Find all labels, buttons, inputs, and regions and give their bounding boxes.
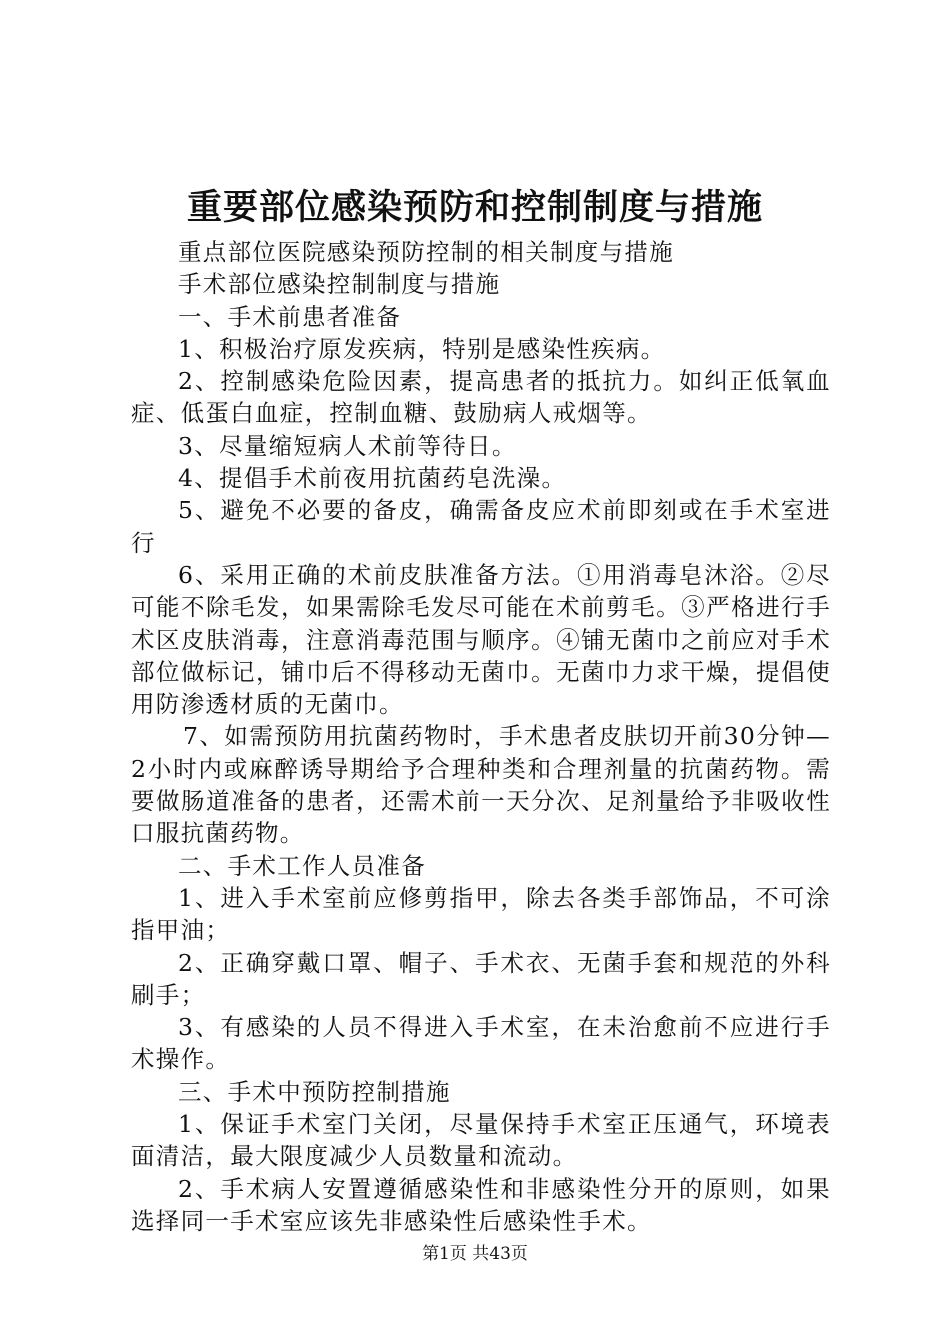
paragraph-heading-intraop: 三、手术中预防控制措施 xyxy=(178,1077,451,1106)
paragraph-item: 6、采用正确的术前皮肤准备方法。①用消毒皂沐浴。②尽可能不除毛发，如果需除毛发尽可能在术前剪毛。③严格进行手术区皮肤消毒，注意消毒范围与顺序。④铺无菌巾之前应对手术部位做标记，铺巾后不得移动无菌巾。无菌巾力求干燥，提倡使用防渗透材质的无菌巾。 xyxy=(131,560,831,719)
document-title: 重要部位感染预防和控制制度与措施 xyxy=(186,187,763,228)
paragraph-item: 1、积极治疗原发疾病，特别是感染性疾病。 xyxy=(178,334,666,363)
paragraph-item: 2、控制感染危险因素，提高患者的抵抗力。如纠正低氧血症、低蛋白血症，控制血糖、鼓励病人戒烟等。 xyxy=(131,367,831,428)
paragraph-subtitle: 重点部位医院感染预防控制的相关制度与措施 xyxy=(178,238,674,266)
document-body xyxy=(131,236,831,1237)
paragraph-section-heading: 手术部位感染控制制度与措施 xyxy=(178,270,501,299)
page-number-footer: 第1页 共43页 xyxy=(422,1244,528,1264)
paragraph-heading-staff: 二、手术工作人员准备 xyxy=(178,851,426,880)
paragraph-item: 4、提倡手术前夜用抗菌药皂洗澡。 xyxy=(178,464,567,493)
paragraph-heading-preop: 一、手术前患者准备 xyxy=(178,302,402,331)
paragraph-item: 3、尽量缩短病人术前等待日。 xyxy=(178,431,517,460)
paragraph-item: 3、有感染的人员不得进入手术室，在未治愈前不应进行手术操作。 xyxy=(131,1013,831,1074)
paragraph-item: 7、如需预防用抗菌药物时，手术患者皮肤切开前30分钟—2小时内或麻醉诱导期给予合理种类和合理剂量的抗菌药物。需要做肠道准备的患者，还需术前一天分次、足剂量给予非吸收性口服抗菌药物。 xyxy=(131,722,831,848)
paragraph-item: 1、进入手术室前应修剪指甲，除去各类手部饰品，不可涂指甲油； xyxy=(131,883,831,945)
paragraph-item: 2、手术病人安置遵循感染性和非感染性分开的原则，如果选择同一手术室应该先非感染性后感染性手术。 xyxy=(131,1174,831,1235)
paragraph-item: 1、保证手术室门关闭，尽量保持手术室正压通气，环境表面清洁，最大限度减少人员数量和流动。 xyxy=(131,1110,831,1171)
paragraph-item: 5、避免不必要的备皮，确需备皮应术前即刻或在手术室进行 xyxy=(131,496,831,557)
paragraph-item: 2、正确穿戴口罩、帽子、手术衣、无菌手套和规范的外科刷手； xyxy=(131,948,831,1009)
